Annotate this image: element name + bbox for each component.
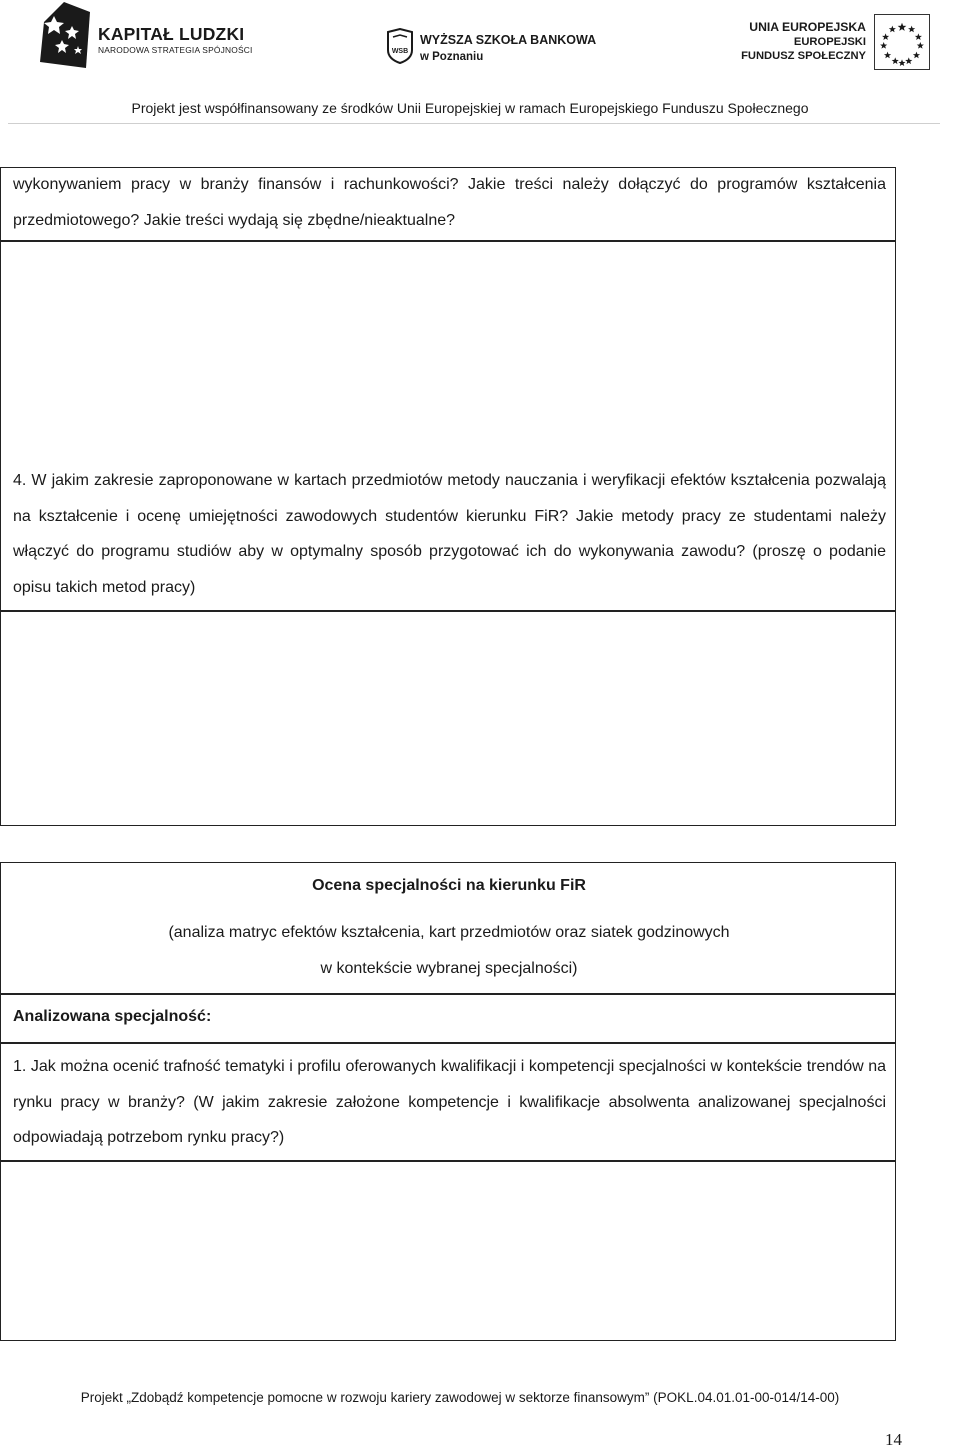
wsb-shield-mark: WSB xyxy=(391,48,409,55)
question-4-answer-area[interactable] xyxy=(0,610,896,826)
project-footer-note: Projekt „Zdobądź kompetencje pomocne w rozwoju kariery zawodowej w sektorze finansowym” (POKL.04.01.01-00-014/14-00) xyxy=(80,1390,840,1405)
question-3-answer-area[interactable] xyxy=(0,240,896,612)
question-3-continuation-box xyxy=(0,167,896,242)
question-3-line-2: kształcenia przedmiotowego? Jakie treści wydają się zbędne/nieaktualne? xyxy=(13,176,886,229)
question-3-text xyxy=(13,167,886,238)
kapital-ludzki-logo xyxy=(40,2,255,68)
eu-line-3: FUNDUSZ SPOŁECZNY xyxy=(741,50,866,62)
eu-line-2: EUROPEJSKI xyxy=(793,36,866,48)
spec-question-1-answer-area[interactable] xyxy=(0,1160,896,1341)
spec-question-1-line-2: kontekście trendów na rynku pracy w branży? (W jakim zakresie założone kompetencje i kwalifikacje xyxy=(13,1058,886,1111)
wsb-name: WYŻSZA SZKOŁA BANKOWA xyxy=(420,33,597,47)
kapital-ludzki-subtitle: NARODOWA STRATEGIA SPÓJNOŚCI xyxy=(98,45,253,55)
header-divider xyxy=(8,123,940,124)
question-4-text xyxy=(13,463,886,605)
spec-question-1-box xyxy=(0,1042,896,1162)
spec-question-1-text xyxy=(13,1049,886,1156)
wsb-city: w Poznaniu xyxy=(420,51,484,63)
kapital-ludzki-title: KAPITAŁ LUDZKI xyxy=(98,24,245,44)
spec-question-1-line-3: absolwenta analizowanej specjalności odpowiadają potrzebom rynku pracy?) xyxy=(13,1093,886,1146)
analyzed-specialization-box[interactable] xyxy=(0,993,896,1044)
spec-question-1-line-1: 1. Jak można ocenić trafność tematyki i profilu oferowanych kwalifikacji i kompetencji specjalności w xyxy=(13,1058,723,1075)
specialization-subtitle-line-2: w kontekście wybranej specjalności) xyxy=(320,960,578,977)
question-4-line-3: pracy ze studentami należy włączyć do programu studiów aby w optymalny sposób przygotować ich do xyxy=(13,507,887,560)
question-4-line-4: wykonywania zawodu? (proszę o podanie opisu takich metod pracy) xyxy=(13,543,886,596)
page-number: 14 xyxy=(885,1430,902,1449)
question-3-line-1: wykonywaniem pracy w branży finansów i rachunkowości? Jakie treści należy dołączyć do programów xyxy=(13,176,798,193)
kapital-ludzki-emblem-icon xyxy=(40,2,92,68)
specialization-subtitle-line-1: (analiza matryc efektów kształcenia, kart przedmiotów oraz siatek godzinowych xyxy=(168,924,730,941)
question-4-line-2: kształcenia pozwalają na kształcenie i ocenę umiejętności zawodowych studentów kierunku FiR? Jakie metody xyxy=(13,472,886,525)
wsb-shield-icon xyxy=(386,28,414,64)
cofinancing-note: Projekt jest współfinansowany ze środków Unii Europejskiej w ramach Europejskiego Funduszu Społecznego xyxy=(131,100,809,116)
eu-stars-flag-icon xyxy=(874,14,930,70)
wsb-logo xyxy=(386,28,606,68)
specialization-header-box xyxy=(0,862,896,995)
eu-line-1: UNIA EUROPEJSKA xyxy=(749,20,866,34)
question-4-line-1: 4. W jakim zakresie zaproponowane w kartach przedmiotów metody nauczania i weryfikacji efektów xyxy=(13,472,726,489)
specialization-title: Ocena specjalności na kierunku FiR xyxy=(312,877,586,894)
eu-logo xyxy=(741,14,930,72)
analyzed-specialization-label: Analizowana specjalność: xyxy=(13,1008,212,1025)
